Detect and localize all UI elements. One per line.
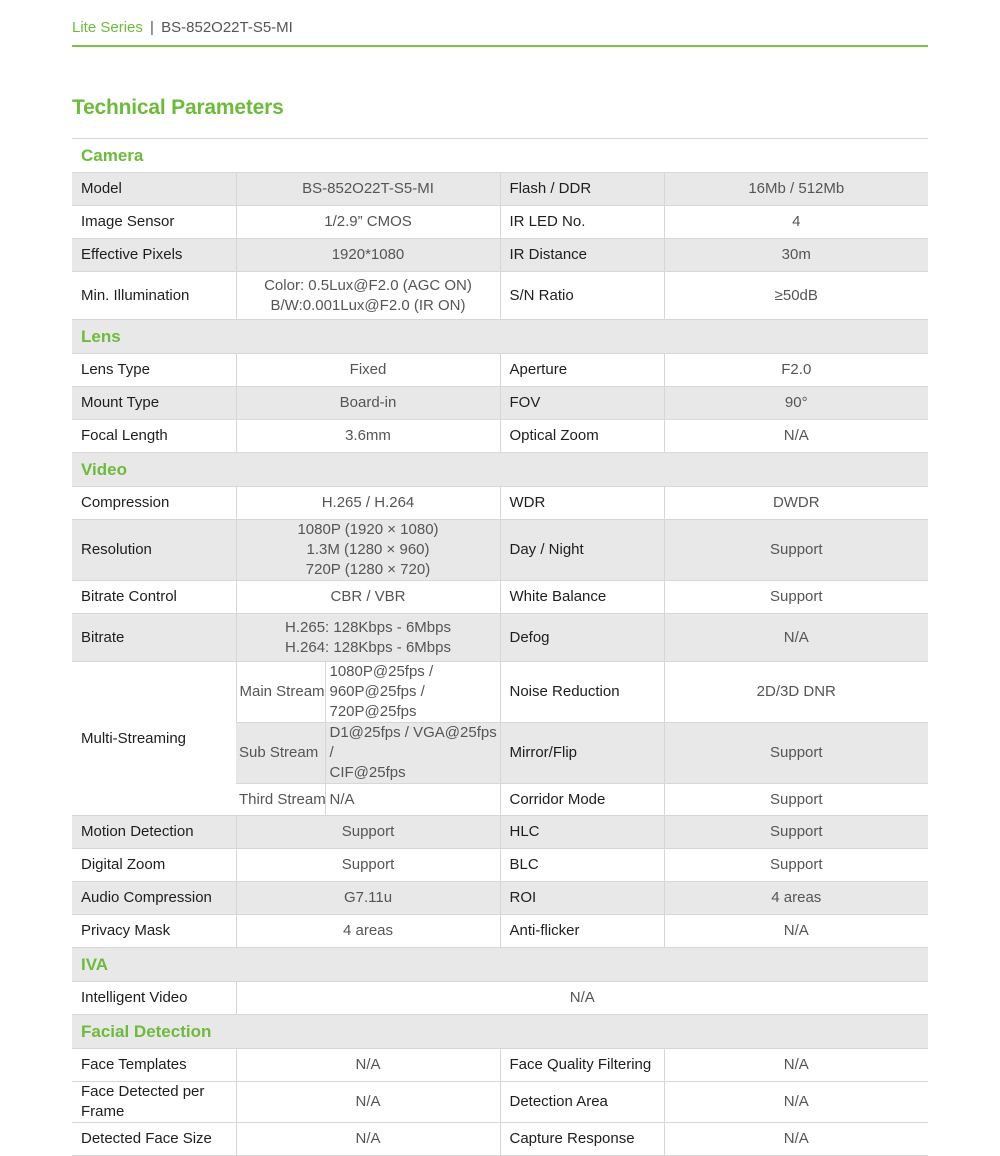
section-title: Facial Detection: [72, 1015, 928, 1049]
section-title: Video: [72, 453, 928, 487]
param-label: Face Quality Filtering: [500, 1049, 664, 1082]
param-label: S/N Ratio: [500, 272, 664, 320]
table-row: [72, 387, 928, 420]
param-value: 2D/3D DNR: [664, 662, 928, 723]
stream-value: [325, 662, 500, 723]
param-label: Model: [72, 173, 236, 206]
param-value: Support: [664, 784, 928, 816]
param-value: 30m: [664, 239, 928, 272]
header-separator: |: [150, 19, 154, 36]
param-value: N/A: [664, 1082, 928, 1123]
param-label: Privacy Mask: [72, 915, 236, 948]
param-label: White Balance: [500, 581, 664, 614]
param-label: BLC: [500, 849, 664, 882]
param-value: BS-852O22T-S5-MI: [236, 173, 500, 206]
param-value: Support: [664, 816, 928, 849]
param-label: Detection Area: [500, 1082, 664, 1123]
param-value: Support: [664, 849, 928, 882]
param-value: 90°: [664, 387, 928, 420]
param-value: N/A: [664, 1049, 928, 1082]
table-row: [72, 206, 928, 239]
stream-value-line: 1080P@25fps /: [329, 663, 434, 680]
param-value: 4 areas: [236, 915, 500, 948]
section-header: [72, 139, 928, 173]
param-label: Bitrate Control: [72, 581, 236, 614]
param-value: F2.0: [664, 354, 928, 387]
param-value-line: B/W:0.001Lux@F2.0 (IR ON): [270, 296, 466, 314]
param-value: N/A: [236, 1082, 500, 1123]
param-label: Image Sensor: [72, 206, 236, 239]
stream-name: Main Stream: [236, 662, 325, 723]
param-label: Optical Zoom: [500, 420, 664, 453]
param-label: Digital Zoom: [72, 849, 236, 882]
document-header: [72, 19, 928, 47]
param-value: N/A: [664, 915, 928, 948]
param-value: Board-in: [236, 387, 500, 420]
section-title: Camera: [72, 139, 928, 173]
table-row: [72, 239, 928, 272]
stream-name: Third Stream: [236, 784, 325, 816]
section-title: Lens: [72, 320, 928, 354]
param-label: Effective Pixels: [72, 239, 236, 272]
param-label: Face Templates: [72, 1049, 236, 1082]
table-row: [72, 882, 928, 915]
param-value: ≥50dB: [664, 272, 928, 320]
param-label: Bitrate: [72, 614, 236, 662]
param-value-line: 720P (1280 × 720): [305, 561, 431, 578]
param-label: Lens Type: [72, 354, 236, 387]
table-row: [72, 581, 928, 614]
table-row: [72, 614, 928, 662]
param-label: Motion Detection: [72, 816, 236, 849]
section-header: [72, 453, 928, 487]
table-row: [72, 173, 928, 206]
param-value: 4 areas: [664, 882, 928, 915]
param-label: FOV: [500, 387, 664, 420]
param-label: Compression: [72, 487, 236, 520]
param-value: 1/2.9” CMOS: [236, 206, 500, 239]
param-value-line: H.264: 128Kbps - 6Mbps: [285, 638, 451, 656]
table-row: [72, 354, 928, 387]
param-label: IR LED No.: [500, 206, 664, 239]
section-title: IVA: [72, 948, 928, 982]
multi-streaming-label: Multi-Streaming: [72, 662, 236, 816]
param-label: Mirror/Flip: [500, 723, 664, 784]
param-value: CBR / VBR: [236, 581, 500, 614]
param-value: Fixed: [236, 354, 500, 387]
stream-value-line: D1@25fps / VGA@25fps /: [329, 724, 497, 761]
param-value: 4: [664, 206, 928, 239]
param-value: Support: [236, 849, 500, 882]
table-row: [72, 520, 928, 581]
stream-value: [325, 784, 500, 816]
spec-table: [72, 138, 928, 1156]
param-label: Intelligent Video: [72, 982, 236, 1015]
table-row: [72, 1123, 928, 1156]
table-row: [72, 1049, 928, 1082]
param-value: [236, 614, 500, 662]
param-value: N/A: [664, 420, 928, 453]
param-label: Anti-flicker: [500, 915, 664, 948]
param-value: N/A: [664, 614, 928, 662]
param-label: Day / Night: [500, 520, 664, 581]
param-value: Support: [664, 520, 928, 581]
param-label: Capture Response: [500, 1123, 664, 1156]
param-label: Flash / DDR: [500, 173, 664, 206]
param-value: Support: [664, 723, 928, 784]
param-label: Corridor Mode: [500, 784, 664, 816]
table-row: [72, 662, 928, 723]
param-value: 3.6mm: [236, 420, 500, 453]
param-value: Support: [236, 816, 500, 849]
param-value-line: H.265: 128Kbps - 6Mbps: [285, 618, 451, 636]
stream-value-line: 960P@25fps / 720P@25fps: [329, 683, 425, 720]
param-label: Min. Illumination: [72, 272, 236, 320]
param-value: DWDR: [664, 487, 928, 520]
param-label: Resolution: [72, 520, 236, 581]
param-label: Audio Compression: [72, 882, 236, 915]
param-label: Focal Length: [72, 420, 236, 453]
table-row: [72, 420, 928, 453]
param-value: G7.11u: [236, 882, 500, 915]
param-label: Mount Type: [72, 387, 236, 420]
stream-value-line: N/A: [329, 790, 355, 808]
param-value: [236, 272, 500, 320]
param-value: 16Mb / 512Mb: [664, 173, 928, 206]
param-value: [236, 520, 500, 581]
param-label: Detected Face Size: [72, 1123, 236, 1156]
param-value: H.265 / H.264: [236, 487, 500, 520]
param-value: 1920*1080: [236, 239, 500, 272]
param-value-line: Color: 0.5Lux@F2.0 (AGC ON): [264, 276, 472, 294]
section-header: [72, 320, 928, 354]
stream-value-line: CIF@25fps: [329, 764, 406, 781]
param-value: Support: [664, 581, 928, 614]
table-row: [72, 915, 928, 948]
param-value: N/A: [664, 1123, 928, 1156]
table-row: [72, 849, 928, 882]
param-value: N/A: [236, 1123, 500, 1156]
stream-name: Sub Stream: [236, 723, 325, 784]
param-value-line: 1.3M (1280 × 960): [306, 541, 430, 558]
series-name: Lite Series: [72, 19, 143, 36]
param-label: IR Distance: [500, 239, 664, 272]
table-row: [72, 1082, 928, 1123]
param-label: HLC: [500, 816, 664, 849]
stream-value: [325, 723, 500, 784]
header-model: BS-852O22T-S5-MI: [161, 19, 293, 36]
param-value-line: 1080P (1920 × 1080): [297, 521, 439, 538]
table-row: [72, 272, 928, 320]
param-label: ROI: [500, 882, 664, 915]
section-header: [72, 948, 928, 982]
table-row: [72, 982, 928, 1015]
page-title: Technical Parameters: [72, 96, 284, 119]
param-label: Noise Reduction: [500, 662, 664, 723]
table-row: [72, 816, 928, 849]
param-label: Defog: [500, 614, 664, 662]
param-value: N/A: [236, 1049, 500, 1082]
param-label: Aperture: [500, 354, 664, 387]
param-label: WDR: [500, 487, 664, 520]
param-value: N/A: [236, 982, 928, 1015]
section-header: [72, 1015, 928, 1049]
table-row: [72, 487, 928, 520]
param-label: Face Detected per Frame: [72, 1082, 236, 1123]
